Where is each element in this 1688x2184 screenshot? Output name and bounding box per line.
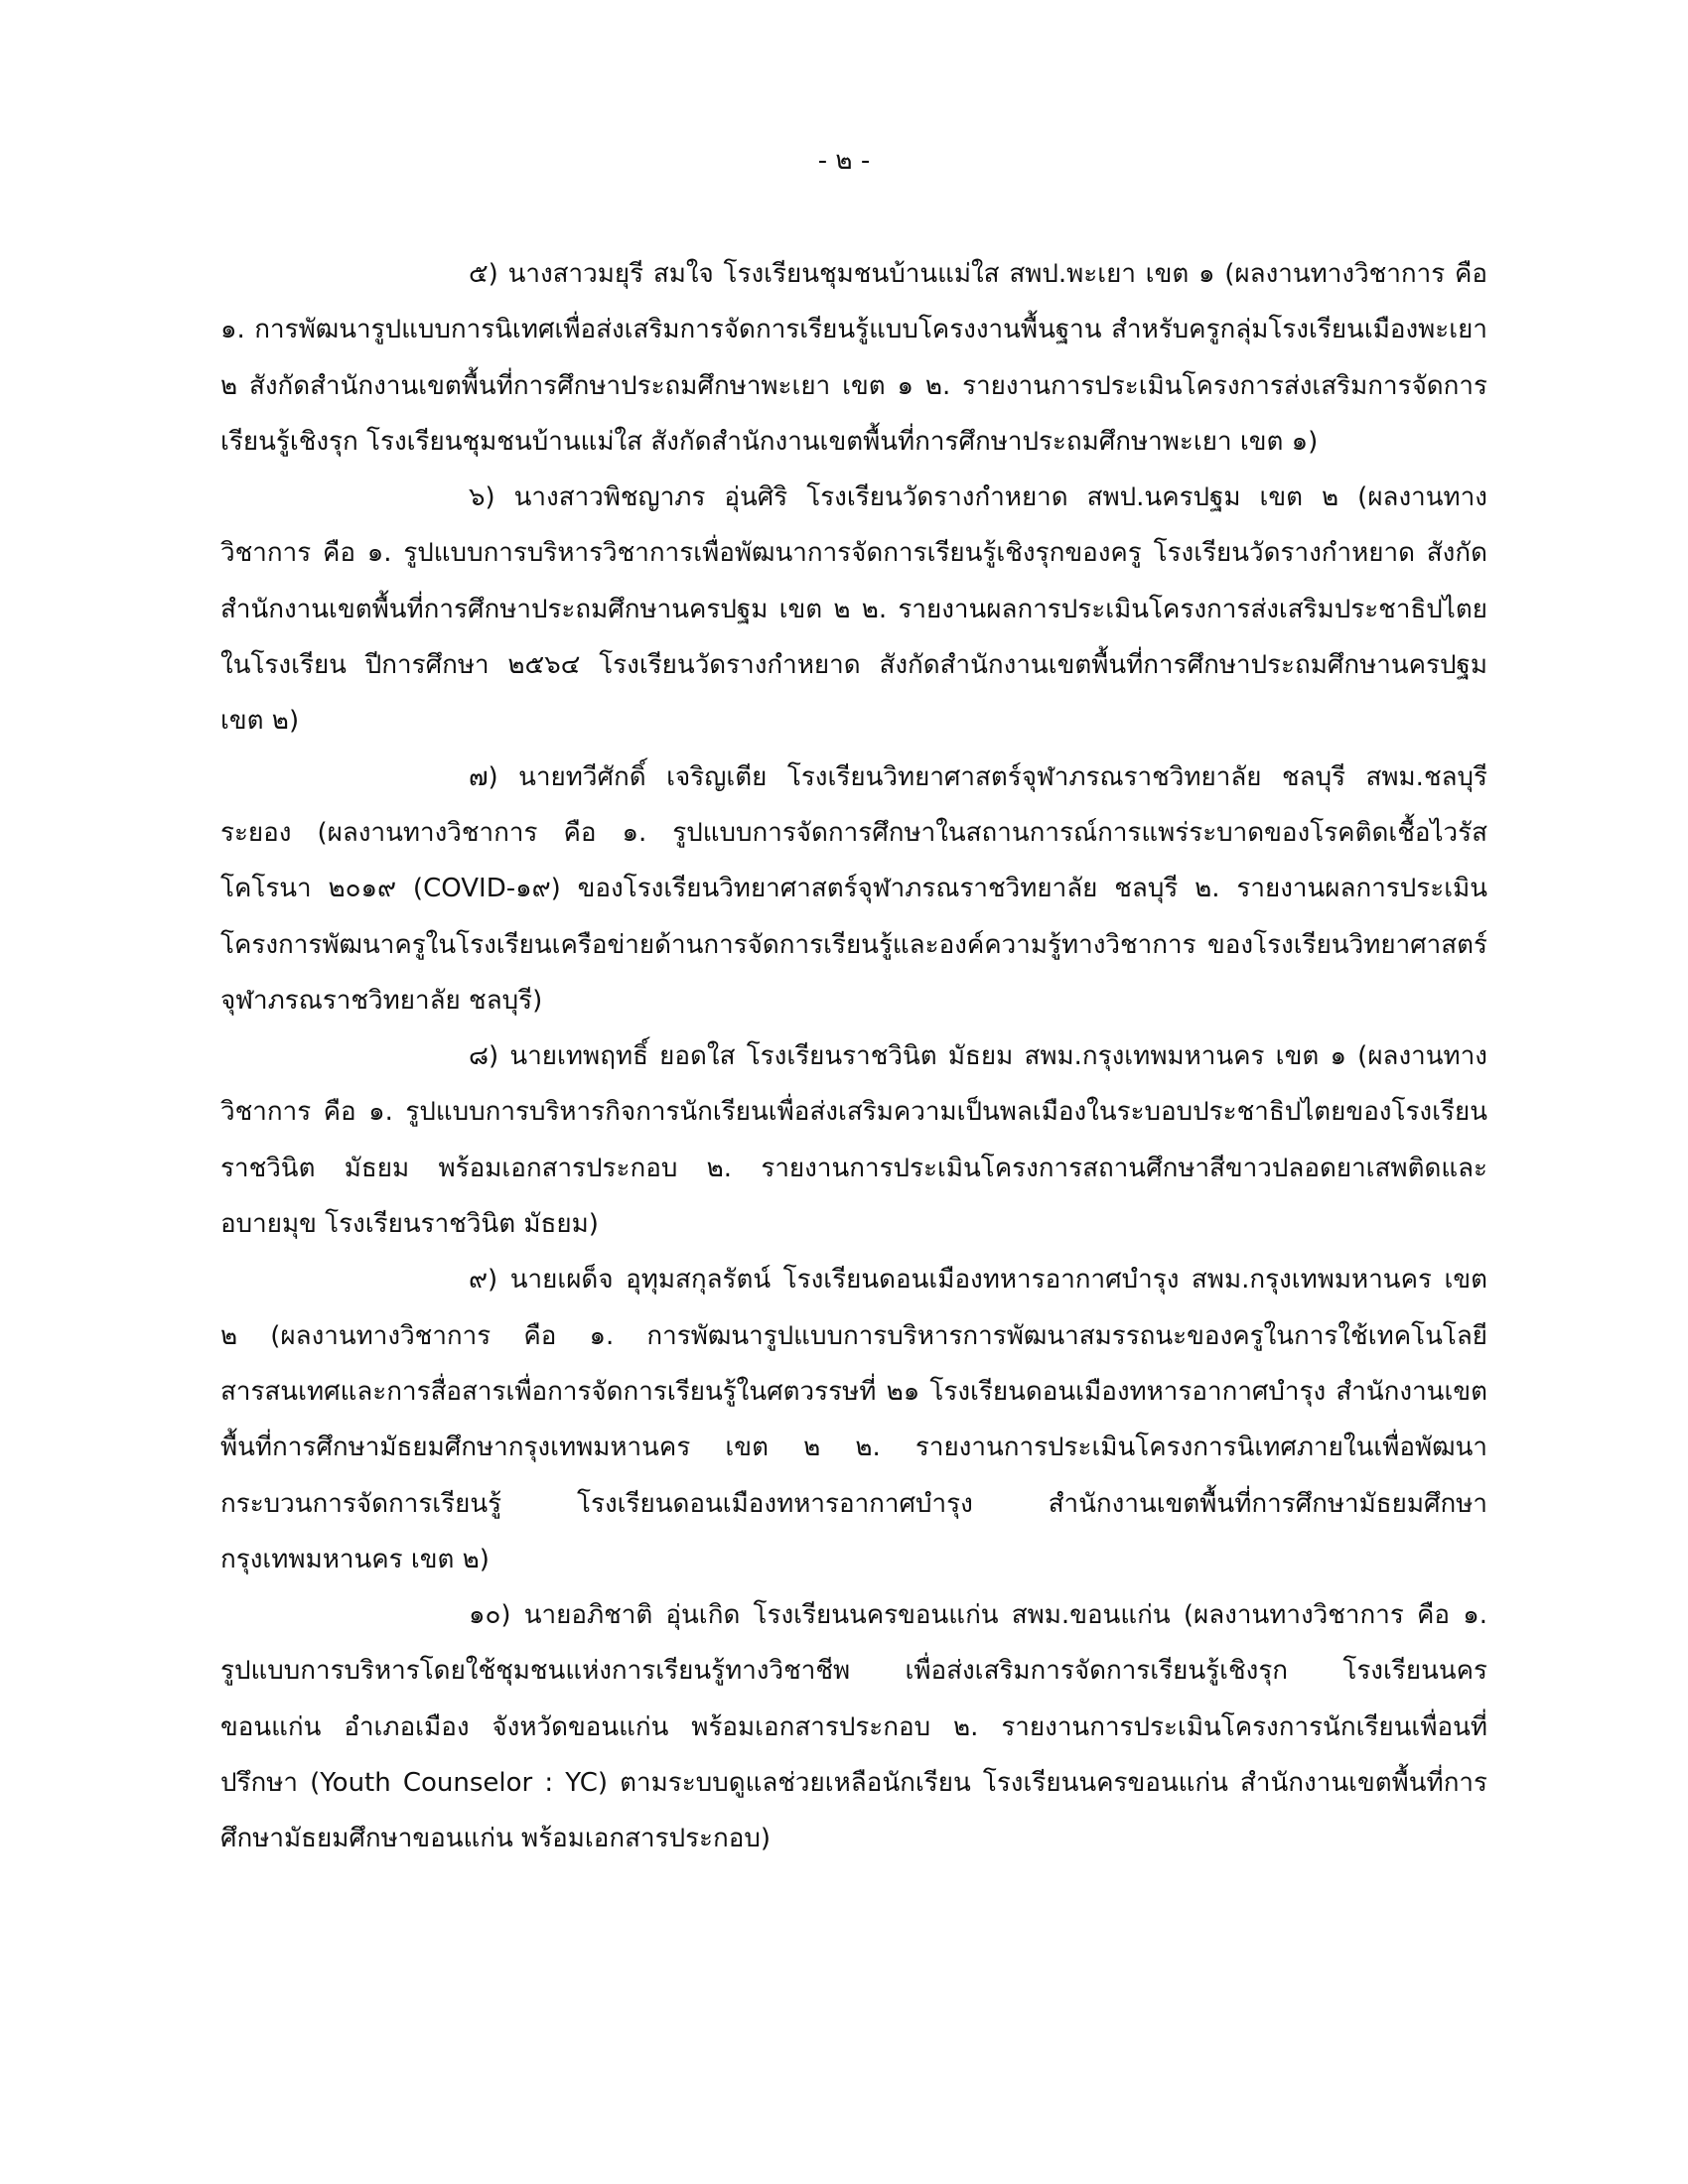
entry-item-5: ๕) นางสาวมยุรี สมใจ โรงเรียนชุมชนบ้านแม่ใส สพป.พะเยา เขต ๑ (ผลงานทางวิชาการ คือ ๑. การพัฒนารูปแบบการนิเทศเพื่อส่งเสริมการจัดการเรียนรู้แบบโครงงานพื้นฐาน สำหรับครูกลุ่มโรงเรียนเมืองพะเยา ๒ สังกัดสำนักงานเขตพื้นที่การศึกษาประถมศึกษาพะเยา เขต ๑ ๒. รายงานการประเมินโครงการส่งเสริมการจัดการเรียนรู้เชิงรุก โรงเรียนชุมชนบ้านแม่ใส สังกัดสำนักงานเขตพื้นที่การศึกษาประถมศึกษาพะเยา เขต ๑) [220,259,1487,457]
entry-item-10: ๑๐) นายอภิชาติ อุ่นเกิด โรงเรียนนครขอนแก่น สพม.ขอนแก่น (ผลงานทางวิชาการ คือ ๑. รูปแบบการบริหารโดยใช้ชุมชนแห่งการเรียนรู้ทางวิชาชีพ เพื่อส่งเสริมการจัดการเรียนรู้เชิงรุก โรงเรียนนครขอนแก่น อำเภอเมือง จังหวัดขอนแก่น พร้อมเอกสารประกอบ ๒. รายงานการประเมินโครงการนักเรียนเพื่อนที่ปรึกษา (Youth Counselor : YC) ตามระบบดูแลช่วยเหลือนักเรียน โรงเรียนนครขอนแก่น สำนักงานเขตพื้นที่การศึกษามัธยมศึกษาขอนแก่น พร้อมเอกสารประกอบ) [220,1600,1487,1854]
entry-item-8: ๘) นายเทพฤทธิ์ ยอดใส โรงเรียนราชวินิต มัธยม สพม.กรุงเทพมหานคร เขต ๑ (ผลงานทางวิชาการ คือ ๑. รูปแบบการบริหารกิจการนักเรียนเพื่อส่งเสริมความเป็นพลเมืองในระบอบประชาธิปไตยของโรงเรียนราชวินิต มัธยม พร้อมเอกสารประกอบ ๒. รายงานการประเมินโครงการสถานศึกษาสีขาวปลอดยาเสพติดและอบายมุข โรงเรียนราชวินิต มัธยม) [220,1041,1487,1240]
entry-item-9: ๙) นายเผด็จ อุทุมสกุลรัตน์ โรงเรียนดอนเมืองทหารอากาศบำรุง สพม.กรุงเทพมหานคร เขต ๒ (ผลงานทางวิชาการ คือ ๑. การพัฒนารูปแบบการบริหารการพัฒนาสมรรถนะของครูในการใช้เทคโนโลยีสารสนเทศและการสื่อสารเพื่อการจัดการเรียนรู้ในศตวรรษที่ ๒๑ โรงเรียนดอนเมืองทหารอากาศบำรุง สำนักงานเขตพื้นที่การศึกษามัธยมศึกษากรุงเทพมหานคร เขต ๒ ๒. รายงานการประเมินโครงการนิเทศภายในเพื่อพัฒนากระบวนการจัดการเรียนรู้ โรงเรียนดอนเมืองทหารอากาศบำรุง สำนักงานเขตพื้นที่การศึกษามัธยมศึกษากรุงเทพมหานคร เขต ๒) [220,1265,1487,1574]
document-body [220,246,1487,1867]
entry-item-6: ๖) นางสาวพิชญาภร อุ่นศิริ โรงเรียนวัดรางกำหยาด สพป.นครปฐม เขต ๒ (ผลงานทางวิชาการ คือ ๑. รูปแบบการบริหารวิชาการเพื่อพัฒนาการจัดการเรียนรู้เชิงรุกของครู โรงเรียนวัดรางกำหยาด สังกัดสำนักงานเขตพื้นที่การศึกษาประถมศึกษานครปฐม เขต ๒ ๒. รายงานผลการประเมินโครงการส่งเสริมประชาธิปไตยในโรงเรียน ปีการศึกษา ๒๕๖๔ โรงเรียนวัดรางกำหยาด สังกัดสำนักงานเขตพื้นที่การศึกษาประถมศึกษานครปฐม เขต ๒) [220,482,1487,737]
entry-item-7: ๗) นายทวีศักดิ์ เจริญเตีย โรงเรียนวิทยาศาสตร์จุฬาภรณราชวิทยาลัย ชลบุรี สพม.ชลบุรี ระยอง (ผลงานทางวิชาการ คือ ๑. รูปแบบการจัดการศึกษาในสถานการณ์การแพร่ระบาดของโรคติดเชื้อไวรัสโคโรนา ๒๐๑๙ (COVID-๑๙) ของโรงเรียนวิทยาศาสตร์จุฬาภรณราชวิทยาลัย ชลบุรี ๒. รายงานผลการประเมินโครงการพัฒนาครูในโรงเรียนเครือข่ายด้านการจัดการเรียนรู้และองค์ความรู้ทางวิชาการ ของโรงเรียนวิทยาศาสตร์จุฬาภรณราชวิทยาลัย ชลบุรี) [220,761,1487,1016]
page-number: - ๒ - [817,146,871,176]
